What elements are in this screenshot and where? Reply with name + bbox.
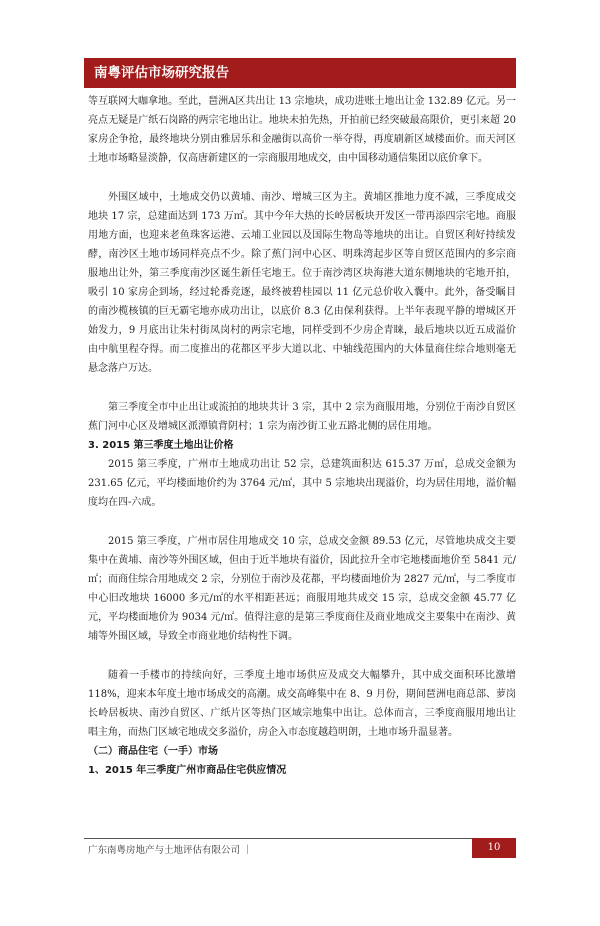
section-heading-supply: 1、2015 年三季度广州市商品住宅供应情况 [88, 765, 287, 776]
paragraph-market-trend: 随着一手楼市的持续向好，三季度土地市场供应及成交大幅攀升，其中成交面积环比激增 118%，迎来本年度土地市场成交的高潮。成交高峰集中在 8、9 月份，期间琶洲电商总部、萝岗长岭居板块、南沙自贸区、广纸片区等热门区域宗地集中出让。总体而言，三季度商服用地出让唱主角，而热门区域宅地成交多溢价，房企入市态度越趋明朗，土地市场升温显著。 [88, 670, 516, 738]
section-heading-residential: （二）商品住宅（一手）市场 [88, 746, 218, 757]
paragraph-pazhou: 等互联网大咖拿地。至此，琶洲A区共出让 13 宗地块，成功进账土地出让金 132.89 亿元。另一亮点无疑是广纸石岗路的两宗宅地出让。地块未拍先热，开拍前已经突破最高限价，更引来超 20 家房企争抢，最终地块分别由雅居乐和金融街以高价一举夺得，再度刷新区域楼面价。而天河区土地市场略显淡静，仅高唐新建区的一宗商服用地成交，由中国移动通信集团以底价拿下。 [88, 96, 516, 164]
page-number: 10 [472, 838, 516, 858]
section-heading-land-price: 3. 2015 第三季度土地出让价格 [88, 440, 234, 451]
paragraph-land-summary: 2015 第三季度，广州市土地成功出让 52 宗，总建筑面积达 615.37 万㎡，总成交金额为 231.65 亿元，平均楼面地价约为 3764 元/㎡，其中 5 宗地块出现溢价，均为居住用地，溢价幅度均在四-六成。 [88, 459, 516, 508]
report-header [84, 58, 516, 88]
paragraph-land-types: 2015 第三季度，广州市居住用地成交 10 宗，总成交金额 89.53 亿元，尽管地块成交主要集中在黄埔、南沙等外围区域，但由于近半地块有溢价，因此拉升全市宅地楼面地价至 5841 元/㎡；而商住综合用地成交 2 宗，分别位于南沙及花都，平均楼面地价为 2827 元/㎡，与二季度市中心旧改地块 16000 多元/㎡的水平相距甚远；商服用地共成交 15 宗，总成交金额 45.77 亿元，平均楼面地价为 9034 元/㎡。值得注意的是第三季度商住及商业地成交主要集中在南沙、黄埔等外围区域，导致全市商业地价结构性下调。 [88, 536, 516, 642]
paragraph-outer-districts: 外围区域中，土地成交仍以黄埔、南沙、增城三区为主。黄埔区推地力度不减，三季度成交地块 17 宗，总建面达到 173 万㎡。其中今年大热的长岭居板块开发区一带再添四宗宅地。商服用地方面，也迎来老鱼珠客运港、云埔工业园以及国际生物岛等地块的出让。自贸区利好持续发酵，南沙区土地市场同样亮点不少。除了蕉门河中心区、明珠湾起步区等自贸区范围内的多宗商服地出让外，第三季度南沙区诞生新任宅地王。位于南沙湾区块海港大道东侧地块的宅地开拍，吸引 10 家房企到场，经过轮番竞逐，最终被碧桂园以 11 亿元总价收入囊中。此外，备受瞩目的南沙榄核镇的巨无霸宅地亦成功出让，以底价 8.3 亿由保利获得。上半年表现平静的增城区开始发力，9 月底出让朱村街凤岗村的两宗宅地，同样受到不少房企青睐，最后地块以近五成溢价由中航里程夺得。而二度推出的花都区平步大道以北、中轴线范围内的大体量商住综合地则毫无悬念落户万达。 [88, 192, 516, 374]
footer-divider [84, 838, 516, 839]
footer-company: 广东南粤房地产与土地评估有限公司 ｜ [88, 845, 253, 856]
document-body [88, 92, 516, 780]
report-title: 南粤评估市场研究报告 [94, 65, 229, 81]
paragraph-suspended-lots: 第三季度全市中止出让或流拍的地块共计 3 宗，其中 2 宗为商服用地，分别位于南沙自贸区蕉门河中心区及增城区派潭镇背阴村；1 宗为南沙街工业五路北侧的居住用地。 [88, 402, 516, 432]
